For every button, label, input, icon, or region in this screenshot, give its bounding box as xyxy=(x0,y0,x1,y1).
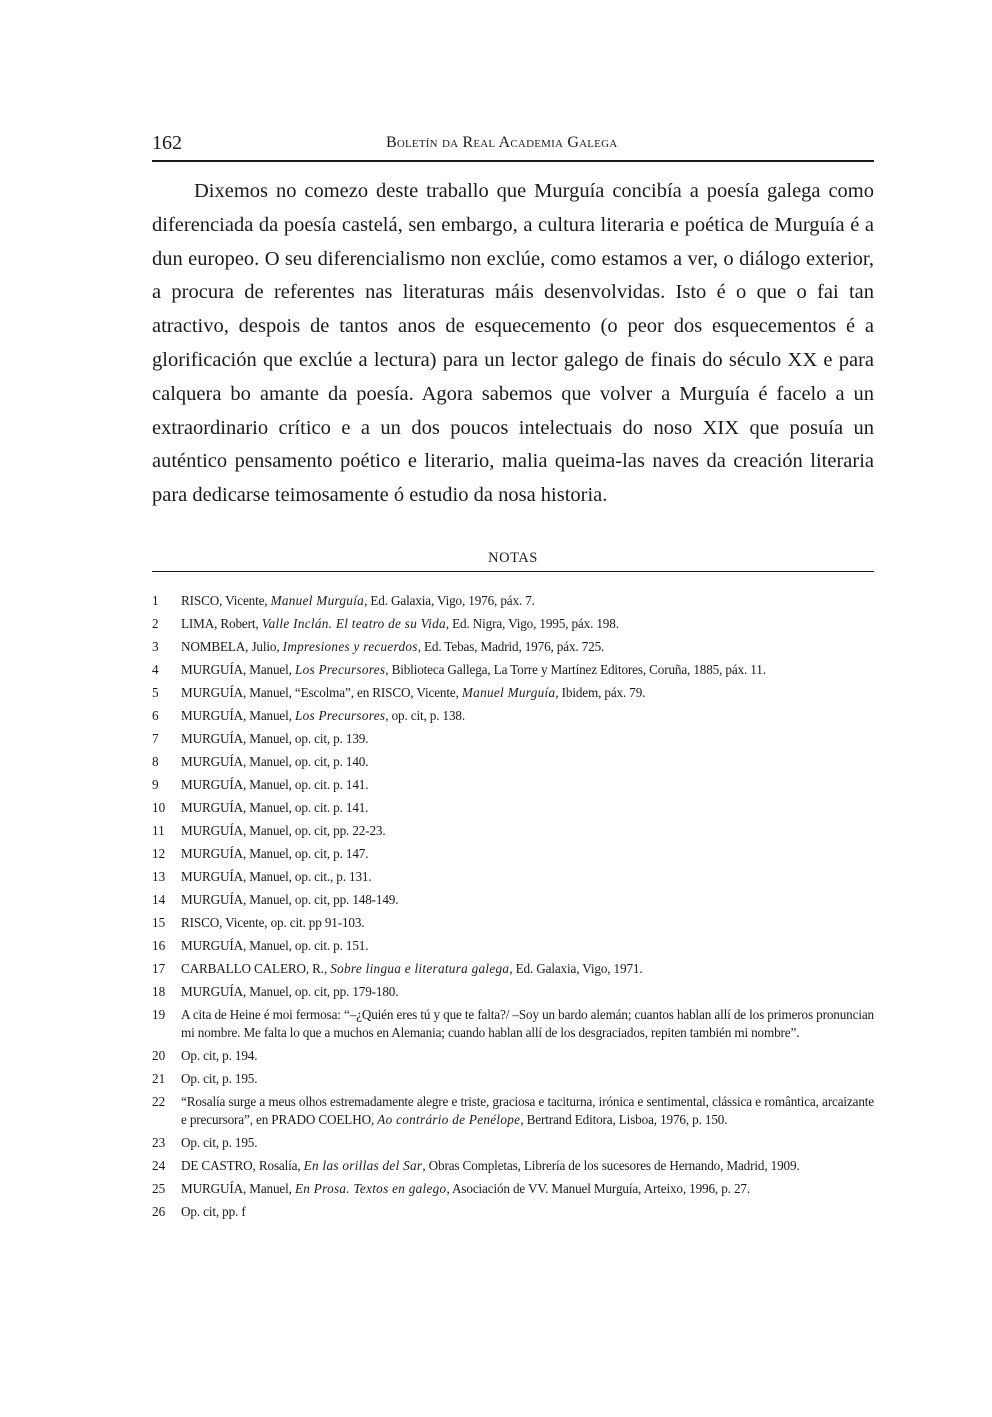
footnote-text-tail: , Ed. Galaxia, Vigo, 1976, páx. 7. xyxy=(364,593,535,608)
footnote xyxy=(152,753,874,771)
footnote xyxy=(152,983,874,1001)
footnote-number: 16 xyxy=(152,938,166,953)
footnote-text-lead: MURGUÍA, Manuel, op. cit, pp. 22-23. xyxy=(181,823,386,838)
footnote-text xyxy=(181,868,874,886)
footnote xyxy=(152,1093,874,1129)
footnote-number: 13 xyxy=(152,869,166,884)
footnote xyxy=(152,1180,874,1198)
footnote-number: 15 xyxy=(152,915,166,930)
footnote-text-tail: , Bertrand Editora, Lisboa, 1976, p. 150. xyxy=(520,1112,728,1127)
footnote-text xyxy=(181,937,874,955)
footnote xyxy=(152,615,874,633)
footnote-text xyxy=(181,638,874,656)
footnote-text-tail: , op. cit, p. 138. xyxy=(385,708,465,723)
footnote-text xyxy=(181,776,874,794)
footnote-text-lead: MURGUÍA, Manuel, op. cit., p. 131. xyxy=(181,869,372,884)
footnote-text xyxy=(181,1047,874,1065)
footnote-text-lead: MURGUÍA, Manuel, xyxy=(181,1181,295,1196)
footnote-text-tail: , Ed. Tebas, Madrid, 1976, páx. 725. xyxy=(417,639,605,654)
footnote-number: 23 xyxy=(152,1135,166,1150)
footnote-text xyxy=(181,1093,874,1129)
footnote-title: Manuel Murguía xyxy=(461,685,556,700)
footnote-text xyxy=(181,684,874,702)
footnote-text-lead: MURGUÍA, Manuel, op. cit, pp. 148-149. xyxy=(181,892,399,907)
footnote-number: 24 xyxy=(152,1158,166,1173)
footnote-text-tail: , Asociación de VV. Manuel Murguía, Arteixo, 1996, p. 27. xyxy=(446,1181,750,1196)
footnote xyxy=(152,891,874,909)
notes-list xyxy=(152,592,874,1226)
footnote-number: 6 xyxy=(152,708,159,723)
footnote-number: 20 xyxy=(152,1048,166,1063)
footnote-text-lead: “Rosalía surge a meus olhos estremadamente alegre e triste, graciosa e taciturna, irónica e sentimental, clássica e romântica, arcaizante e precursora”, en PRADO COELHO, xyxy=(181,1094,874,1127)
footnote xyxy=(152,1203,874,1221)
footnote-title: En Prosa. Textos en galego xyxy=(294,1181,447,1196)
footnote-number: 4 xyxy=(152,662,159,677)
footnote-text xyxy=(181,891,874,909)
footnote-text-lead: MURGUÍA, Manuel, op. cit, p. 139. xyxy=(181,731,369,746)
footnote-text-lead: MURGUÍA, Manuel, op. cit, p. 140. xyxy=(181,754,369,769)
footnote-text xyxy=(181,845,874,863)
footnote xyxy=(152,1047,874,1065)
footnote xyxy=(152,914,874,932)
footnote-text-lead: RISCO, Vicente, xyxy=(181,593,271,608)
footnote-text-lead: MURGUÍA, Manuel, xyxy=(181,708,295,723)
footnote-text-lead: MURGUÍA, Manuel, op. cit, pp. 179-180. xyxy=(181,984,399,999)
footnote xyxy=(152,799,874,817)
footnote-number: 17 xyxy=(152,961,166,976)
footnote-text-lead: MURGUÍA, Manuel, op. cit, p. 147. xyxy=(181,846,369,861)
footnote xyxy=(152,1157,874,1175)
footnote xyxy=(152,822,874,840)
footnote-title: Los Precursores xyxy=(294,662,386,677)
footnote-number: 18 xyxy=(152,984,166,999)
footnote-number: 26 xyxy=(152,1204,166,1219)
footnote xyxy=(152,638,874,656)
footnote-text-lead: LIMA, Robert, xyxy=(181,616,262,631)
footnote-number: 10 xyxy=(152,800,166,815)
footnote xyxy=(152,868,874,886)
footnote-text xyxy=(181,753,874,771)
footnote-number: 8 xyxy=(152,754,159,769)
footnote xyxy=(152,960,874,978)
footnote-text xyxy=(181,730,874,748)
footnote xyxy=(152,1006,874,1042)
footnote-text xyxy=(181,1203,874,1221)
footnote-text-lead: MURGUÍA, Manuel, xyxy=(181,662,295,677)
footnote-text-tail: , Ibidem, páx. 79. xyxy=(555,685,646,700)
footnote-text-lead: Op. cit, p. 195. xyxy=(181,1071,258,1086)
footnote-text-lead: DE CASTRO, Rosalía, xyxy=(181,1158,304,1173)
footnote-text xyxy=(181,983,874,1001)
notes-divider xyxy=(152,571,874,572)
footnote-number: 12 xyxy=(152,846,166,861)
footnote-text-lead: NOMBELA, Julio, xyxy=(181,639,283,654)
notes-heading: NOTAS xyxy=(488,550,538,566)
page-header xyxy=(152,130,874,162)
footnote-number: 21 xyxy=(152,1071,166,1086)
footnote xyxy=(152,661,874,679)
footnote-text xyxy=(181,822,874,840)
footnote-text xyxy=(181,960,874,978)
footnote-number: 2 xyxy=(152,616,159,631)
footnote-text xyxy=(181,914,874,932)
footnote-text-lead: RISCO, Vicente, op. cit. pp 91-103. xyxy=(181,915,365,930)
footnote-number: 1 xyxy=(152,593,159,608)
footnote xyxy=(152,937,874,955)
footnote-text-lead: Op. cit, pp. f xyxy=(181,1204,246,1219)
body-paragraph: Dixemos no comezo deste traballo que Murguía concibía a poesía galega como diferenciada da poesía castelá, sen embargo, a cultura literaria e poética de Murguía é a dun europeo. O seu diferencialismo non exclúe, como estamos a ver, o diálogo exterior, a procura de referentes nas literaturas máis desenvolvidas. Isto é o que o fai tan atractivo, despois de tantos anos de esquecemento (o peor dos esquecementos é a glorificación que exclúe a lectura) para un lector galego de finais do século XX e para calquera bo amante da poesía. Agora sabemos que volver a Murguía é facelo a un extraordinario crítico e a un dos poucos intelectuais do noso XIX que posuía un auténtico pensamento poético e literario, malia queima-las naves da creación literaria para dedicarse teimosamente ó estudio da nosa historia. xyxy=(152,180,874,507)
footnote-number: 19 xyxy=(152,1007,166,1022)
footnote-text-lead: MURGUÍA, Manuel, op. cit. p. 141. xyxy=(181,777,369,792)
footnote-number: 9 xyxy=(152,777,159,792)
footnote-title: Valle Inclán. El teatro de su Vida xyxy=(261,616,446,631)
footnote-number: 14 xyxy=(152,892,166,907)
footnote-number: 22 xyxy=(152,1094,166,1109)
footnote xyxy=(152,1070,874,1088)
footnote-text-tail: , Ed. Nigra, Vigo, 1995, páx. 198. xyxy=(445,616,619,631)
footnote-title: Los Precursores xyxy=(294,708,386,723)
footnote-title: Ao contrário de Penélope xyxy=(377,1112,521,1127)
footnote xyxy=(152,707,874,725)
footnote-text-tail: , Biblioteca Gallega, La Torre y Martínez Editores, Coruña, 1885, páx. 11. xyxy=(385,662,766,677)
footnote xyxy=(152,845,874,863)
footnote-text-lead: MURGUÍA, Manuel, op. cit. p. 141. xyxy=(181,800,369,815)
footnote-number: 25 xyxy=(152,1181,166,1196)
footnote-text xyxy=(181,661,874,679)
footnote-text xyxy=(181,1180,874,1198)
footnote-text-lead: CARBALLO CALERO, R., xyxy=(181,961,331,976)
footnote-title: Manuel Murguía xyxy=(270,593,365,608)
footnote-text xyxy=(181,1134,874,1152)
footnote-title: Impresiones y recuerdos xyxy=(282,639,418,654)
footnote-number: 5 xyxy=(152,685,159,700)
footnote-text xyxy=(181,799,874,817)
footnote-text-lead: MURGUÍA, Manuel, “Escolma”, en RISCO, Vicente, xyxy=(181,685,462,700)
footnote-title: Sobre lingua e literatura galega xyxy=(330,961,510,976)
footnote-text-tail: , Obras Completas, Librería de los sucesores de Hernando, Madrid, 1909. xyxy=(422,1158,800,1173)
running-title: Boletín da Real Academia Galega xyxy=(386,134,618,151)
footnote xyxy=(152,1134,874,1152)
footnote-text-lead: MURGUÍA, Manuel, op. cit. p. 151. xyxy=(181,938,369,953)
footnote xyxy=(152,776,874,794)
footnote xyxy=(152,730,874,748)
footnote-text xyxy=(181,1157,874,1175)
footnote-text-lead: A cita de Heine é moi fermosa: “–¿Quién eres tú y que te falta?/ –Soy un bardo alemán; cuantos hablan allí de los primeros pronuncian mi nombre. Me falta lo que a muchos en Alemania; cuando hablan allí de los desgraciados, repiten también mi nombre”. xyxy=(181,1007,874,1040)
page-number: 162 xyxy=(152,132,182,154)
footnote-number: 3 xyxy=(152,639,159,654)
footnote-text xyxy=(181,707,874,725)
footnote-text-lead: Op. cit, p. 194. xyxy=(181,1048,258,1063)
footnote-text xyxy=(181,592,874,610)
footnote-text-tail: , Ed. Galaxia, Vigo, 1971. xyxy=(509,961,643,976)
footnote-number: 11 xyxy=(152,823,165,838)
footnote xyxy=(152,684,874,702)
footnote-text-lead: Op. cit, p. 195. xyxy=(181,1135,258,1150)
footnote-text xyxy=(181,615,874,633)
footnote-title: En las orillas del Sar xyxy=(303,1158,423,1173)
footnote-number: 7 xyxy=(152,731,159,746)
footnote-text xyxy=(181,1006,874,1042)
footnote xyxy=(152,592,874,610)
footnote-text xyxy=(181,1070,874,1088)
